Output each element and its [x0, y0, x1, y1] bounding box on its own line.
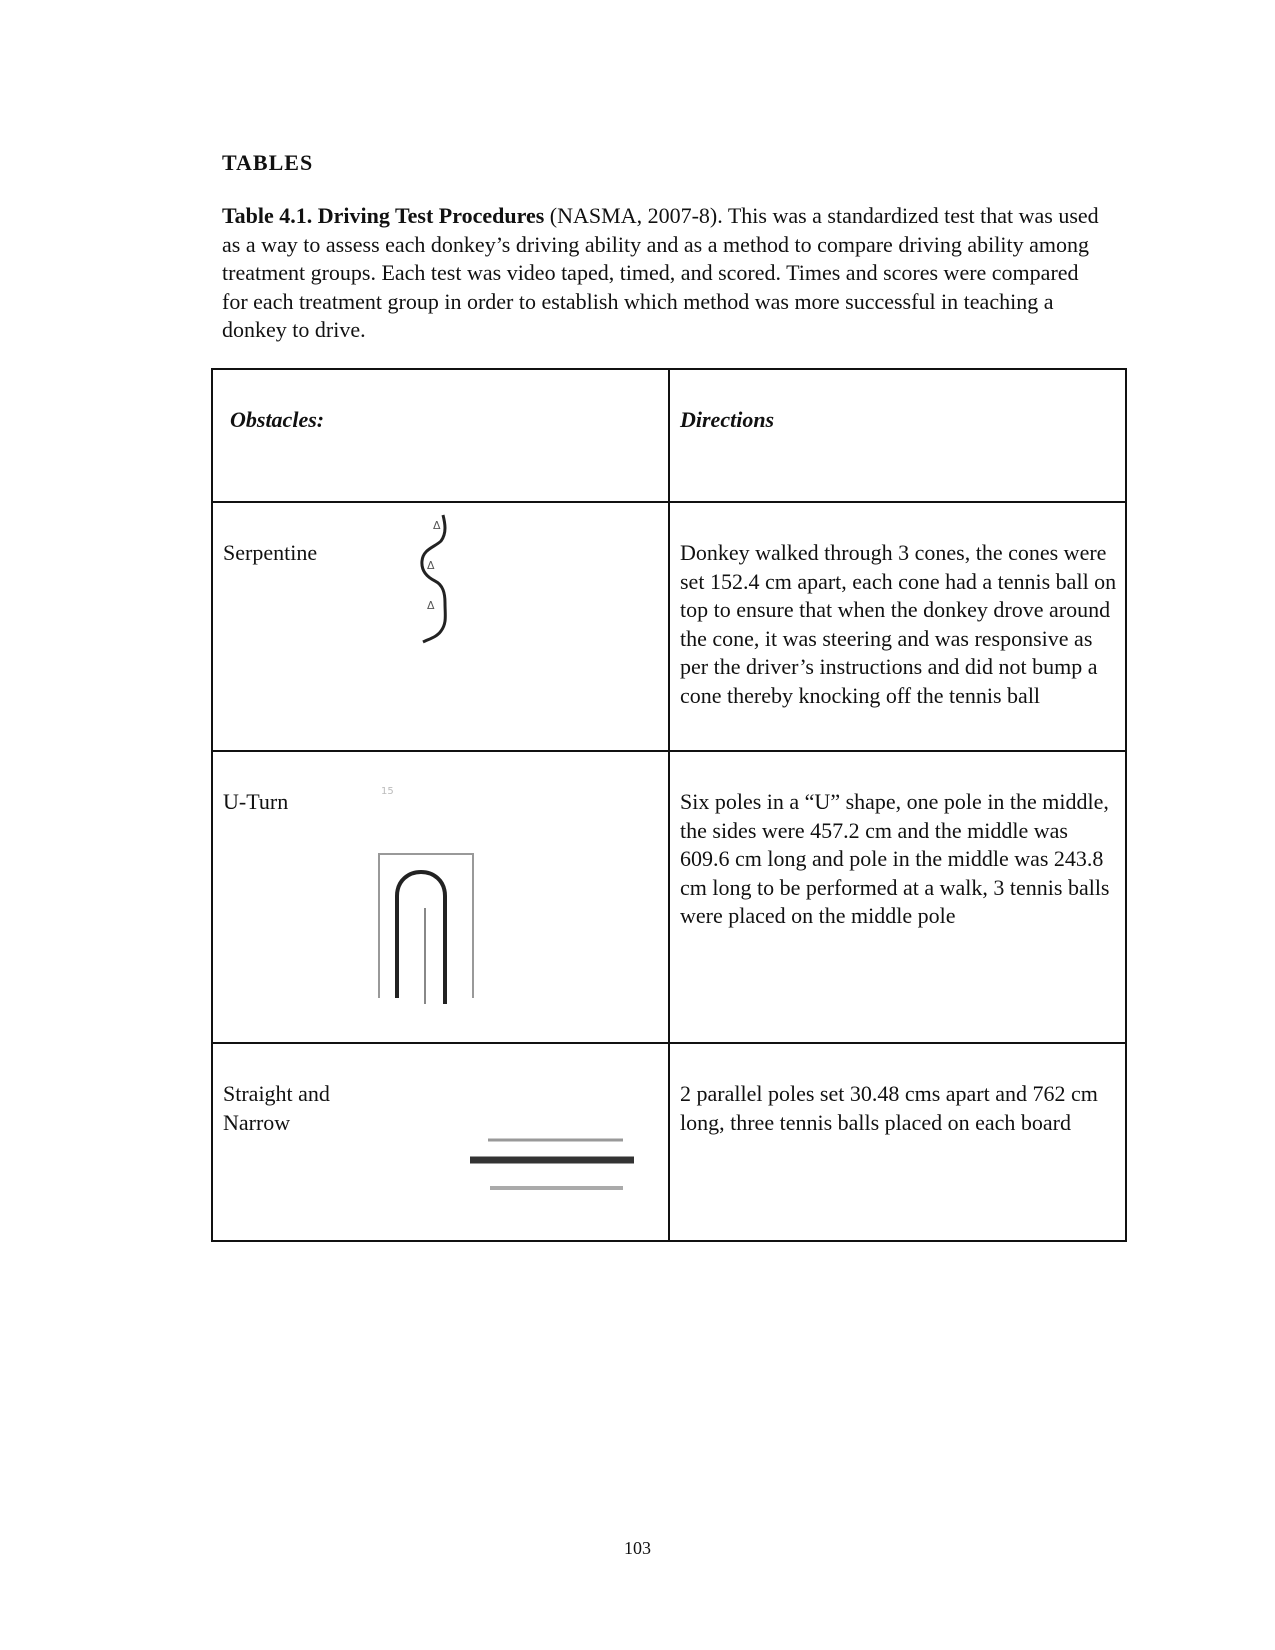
table-row-serpentine	[213, 503, 1125, 752]
table-caption-text: (NASMA, 2007-8). This was a standardized test that was used as a way to assess each donkey’s driving ability and as a method to compare driving ability among treatment groups. Each test was video taped, timed, and scored. Times and scores were compared for each treatment group in order to establish which method was more successful in teaching a donkey to drive.	[222, 203, 1099, 342]
svg-text:Δ: Δ	[427, 559, 435, 572]
obstacle-name: Straight and Narrow	[223, 1081, 330, 1135]
obstacle-direction: Six poles in a “U” shape, one pole in the middle, the sides were 457.2 cm and the middle was 609.6 cm long and pole in the middle was 243.8 cm long to be performed at a walk, 3 tennis balls were placed on the middle pole	[680, 789, 1110, 928]
obstacle-direction: Donkey walked through 3 cones, the cones were set 152.4 cm apart, each cone had a tennis ball on top to ensure that when the donkey drove around the cone, it was steering and was responsive as per the driver’s instructions and did not bump a cone thereby knocking off the tennis ball	[680, 540, 1117, 708]
header-obstacles: Obstacles:	[230, 407, 325, 432]
header-directions: Directions	[680, 407, 775, 432]
svg-text:Δ: Δ	[433, 519, 441, 532]
table-row-straight-and-narrow	[213, 1044, 1125, 1242]
table-caption	[222, 202, 1102, 345]
u-turn-diagram	[373, 776, 493, 1006]
straight-and-narrow-diagram	[468, 1134, 638, 1196]
table-row-u-turn	[213, 752, 1125, 1044]
serpentine-diagram	[413, 511, 463, 649]
obstacle-name: U-Turn	[223, 789, 289, 814]
driving-test-table	[211, 368, 1127, 1242]
obstacle-name: Serpentine	[223, 540, 318, 565]
page-number: 103	[624, 1538, 651, 1558]
table-header-row	[213, 370, 1125, 503]
svg-text:15: 15	[381, 786, 394, 797]
table-caption-title: Table 4.1. Driving Test Procedures	[222, 203, 545, 228]
obstacle-direction: 2 parallel poles set 30.48 cms apart and 762 cm long, three tennis balls placed on each board	[680, 1081, 1098, 1135]
svg-text:Δ: Δ	[427, 599, 435, 612]
section-heading: TABLES	[222, 150, 314, 175]
